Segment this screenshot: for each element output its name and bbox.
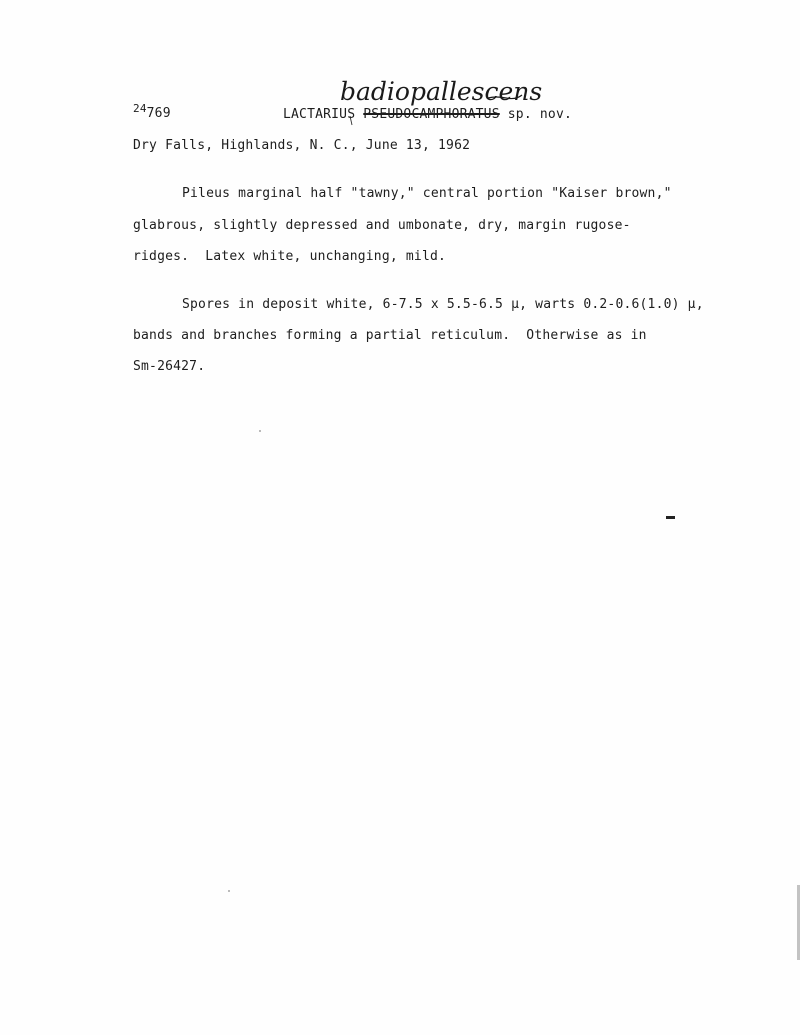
accession-prefix: 24 (133, 102, 147, 115)
collection-location: Dry Falls, Highlands, N. C., June 13, 1962 (133, 138, 471, 153)
ink-speck (666, 516, 675, 519)
ink-speck (259, 430, 261, 432)
genus-name: LACTARIUS (283, 107, 356, 122)
handwritten-epithet-svg (338, 72, 543, 110)
spore-line: bands and branches forming a partial reticulum. Otherwise as in (133, 328, 647, 343)
handwritten-epithet-text: badiopallescens (340, 77, 543, 106)
description-line: Pileus marginal half "tawny," central portion "Kaiser brown," (182, 186, 672, 201)
ink-speck (228, 890, 230, 892)
handwritten-epithet (338, 72, 543, 110)
struck-epithet: PSEUDOCAMPHORATUS (363, 107, 500, 122)
spore-line: Spores in deposit white, 6-7.5 x 5.5-6.5 μ, warts 0.2-0.6(1.0) μ, (182, 297, 704, 312)
spore-line: Sm-26427. (133, 359, 206, 374)
description-line: glabrous, slightly depressed and umbonate, dry, margin rugose- (133, 218, 631, 233)
species-designation: sp. nov. (507, 107, 572, 122)
accession-suffix: 769 (146, 106, 171, 121)
accession-number (133, 103, 171, 120)
specimen-title (283, 108, 572, 121)
description-line: ridges. Latex white, unchanging, mild. (133, 249, 447, 264)
